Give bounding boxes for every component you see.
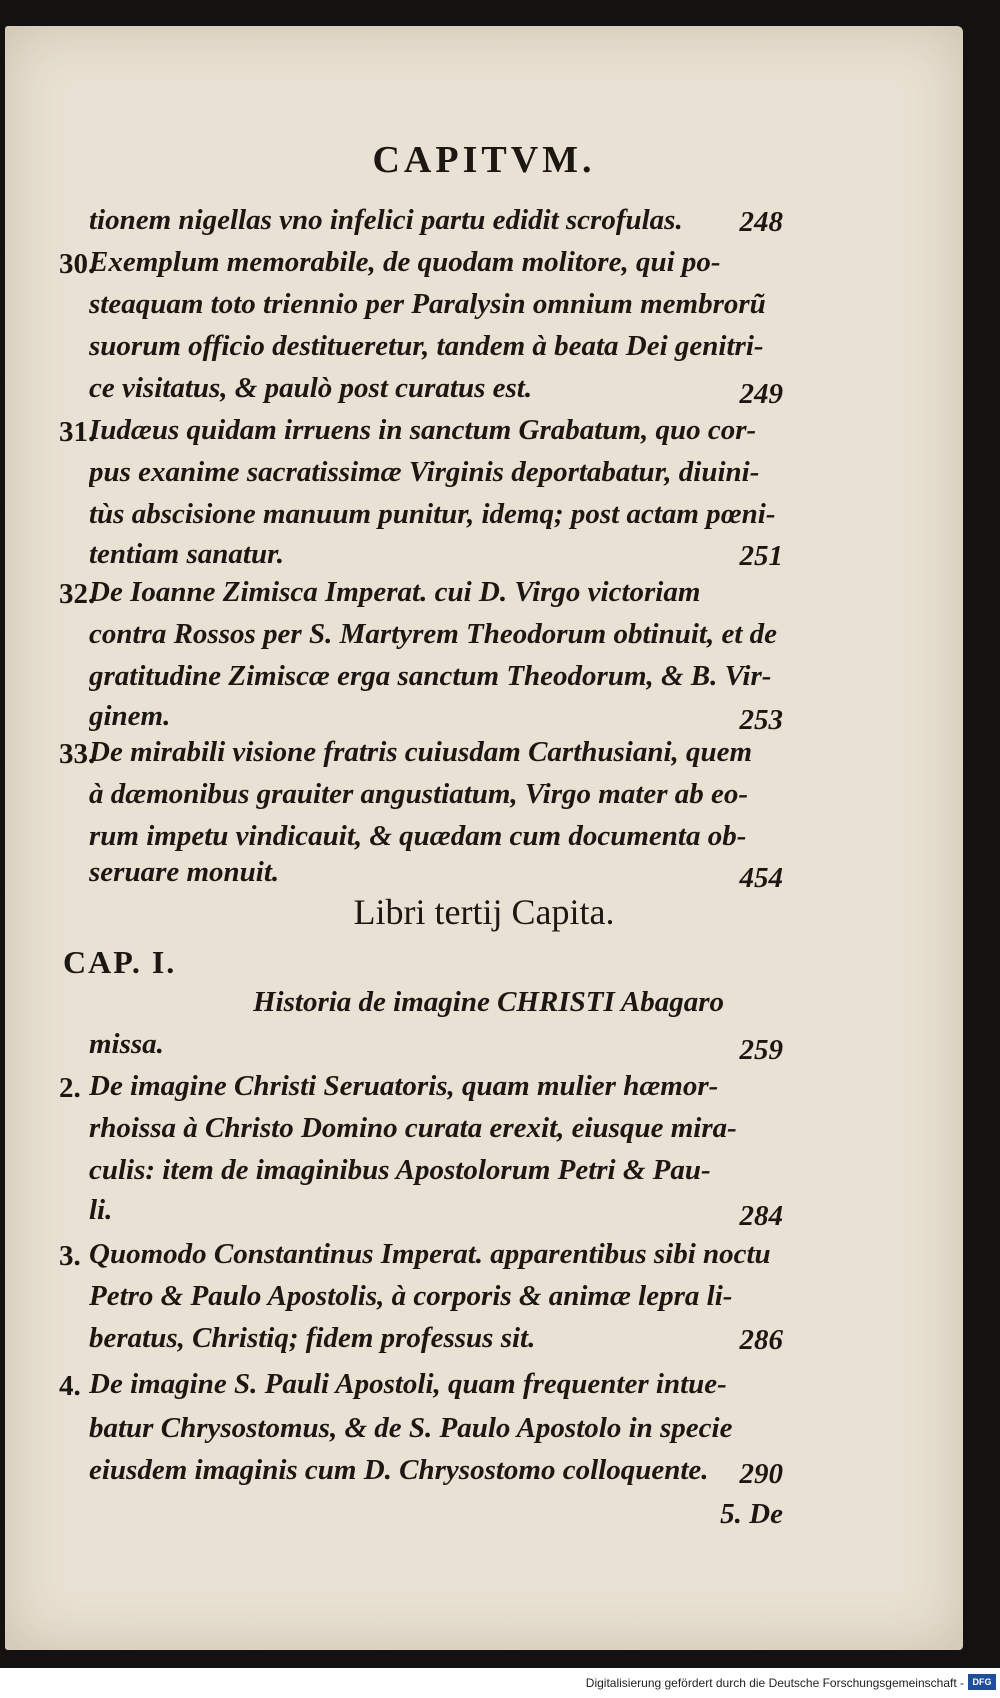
page-number: 286	[739, 1324, 783, 1356]
text-line: De imagine Christi Seruatoris, quam mulier hæmor-	[89, 1072, 719, 1101]
page-number: 248	[739, 206, 783, 238]
text-line: culis: item de imaginibus Apostolorum Petri & Pau-	[89, 1156, 711, 1185]
text-line: seruare monuit.	[89, 858, 280, 887]
text-line: beratus, Christiq; fidem professus sit.	[89, 1324, 536, 1353]
book-page	[5, 26, 963, 1650]
text-line: rhoissa à Christo Domino curata erexit, eiusque mira-	[89, 1114, 737, 1143]
text-line: li.	[89, 1196, 113, 1225]
text-line: missa.	[89, 1030, 164, 1059]
text-line: Petro & Paulo Apostolis, à corporis & animæ lepra li-	[89, 1282, 733, 1311]
text-line: eiusdem imaginis cum D. Chrysostomo colloquente.	[89, 1456, 709, 1485]
text-line: rum impetu vindicauit, & quædam cum documenta ob-	[89, 822, 747, 851]
page-number: 259	[739, 1034, 783, 1066]
text-line: suorum officio destitueretur, tandem à beata Dei genitri-	[89, 332, 764, 361]
text-line: De imagine S. Pauli Apostoli, quam frequenter intue-	[89, 1370, 727, 1399]
section-heading: Libri tertij Capita.	[353, 892, 615, 932]
text-line: batur Chrysostomus, & de S. Paulo Apostolo in specie	[89, 1414, 733, 1443]
entry-number: 4.	[59, 1370, 81, 1402]
text-line: De mirabili visione fratris cuiusdam Carthusiani, quem	[89, 738, 753, 767]
entry-number: 2.	[59, 1072, 81, 1104]
text-line: ginem.	[89, 702, 171, 731]
text-line: De Ioanne Zimisca Imperat. cui D. Virgo victoriam	[89, 578, 701, 607]
page-heading: CAPITVM.	[372, 139, 596, 181]
footer-text: Digitalisierung gefördert durch die Deutsche Forschungsgemeinschaft -	[585, 1676, 964, 1690]
page-number: 253	[739, 704, 783, 736]
footer-bar	[0, 1668, 1000, 1698]
catchword: 5. De	[720, 1498, 783, 1530]
text-line: contra Rossos per S. Martyrem Theodorum obtinuit, et de	[89, 620, 778, 649]
entry-number: 3.	[59, 1240, 81, 1272]
text-line: Quomodo Constantinus Imperat. apparentibus sibi noctu	[89, 1240, 771, 1269]
entry-number: 32.	[59, 578, 96, 610]
page-text	[5, 26, 963, 1650]
text-line: Historia de imagine CHRISTI Abagaro	[253, 988, 725, 1017]
dfg-logo: DFG	[968, 1674, 996, 1690]
entry-number: 30.	[59, 248, 96, 280]
text-line: Exemplum memorabile, de quodam molitore, qui po-	[89, 248, 721, 277]
text-line: à dæmonibus grauiter angustiatum, Virgo mater ab eo-	[89, 780, 749, 809]
text-line: gratitudine Zimiscæ erga sanctum Theodorum, & B. Vir-	[89, 662, 772, 691]
text-line: tùs abscisione manuum punitur, idemq; post actam pœni-	[89, 500, 776, 529]
entry-number: 33.	[59, 738, 96, 770]
chapter-label: CAP. I.	[63, 944, 177, 980]
text-line: Iudæus quidam irruens in sanctum Grabatum, quo cor-	[89, 416, 757, 445]
entry-number: 31.	[59, 416, 96, 448]
page-number: 249	[739, 378, 783, 410]
page-number: 454	[739, 862, 783, 894]
text-line: tionem nigellas vno infelici partu edidit scrofulas.	[89, 206, 683, 235]
text-line: steaquam toto triennio per Paralysin omnium membrorũ	[89, 290, 766, 319]
text-line: pus exanime sacratissimæ Virginis deportabatur, diuini-	[89, 458, 760, 487]
page-number: 284	[739, 1200, 783, 1232]
text-line: tentiam sanatur.	[89, 540, 285, 569]
page-number: 251	[739, 540, 783, 572]
text-line: ce visitatus, & paulò post curatus est.	[89, 374, 533, 403]
page-number: 290	[739, 1458, 783, 1490]
